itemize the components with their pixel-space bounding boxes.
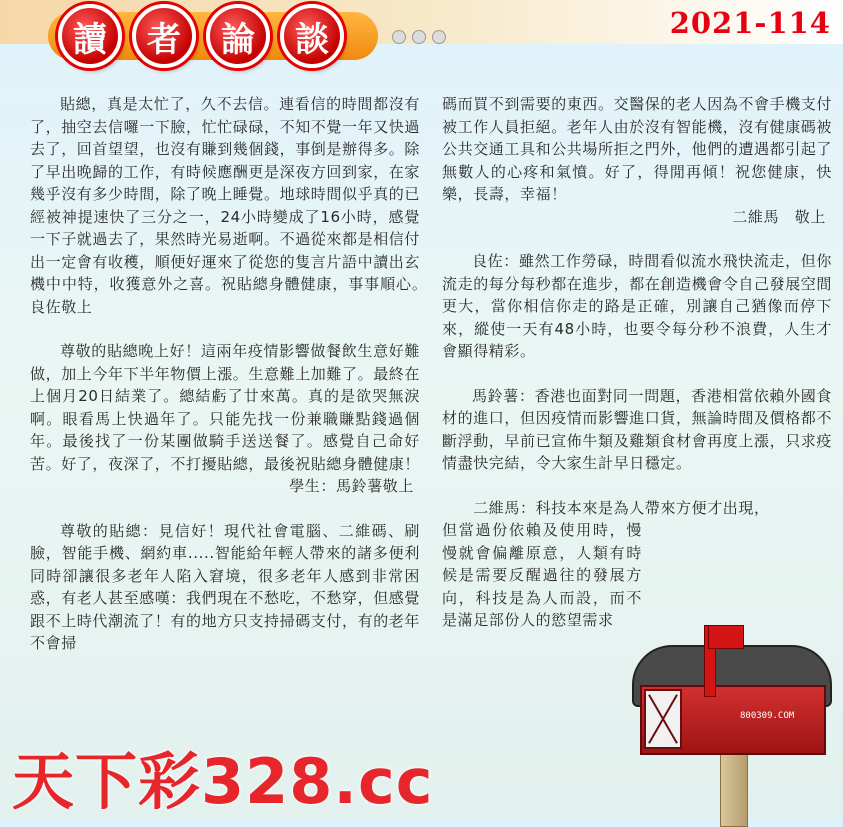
letter-paragraph: 碼而買不到需要的東西。交醫保的老人因為不會手機支付被工作人員拒絕。老年人由於沒有智能機，沒有健康碼被公共交通工具和公共場所拒之門外，他們的遭遇都引起了無數人的心疼和氣憤。好了，得閒再傾！祝您健康，快樂，長壽，幸福！: [442, 95, 833, 203]
dot-icon: [432, 30, 446, 44]
letter-paragraph: 尊敬的貼總晚上好！這兩年疫情影響做餐飲生意好難做，加上今年下半年物價上漲。生意難上加難了。最終在上個月20日結業了。總結虧了廿來萬。真的是欲哭無淚啊。眼看馬上快過年了。只能先找一份兼職賺點錢過個年。最後找了一份某團做騎手送送餐了。感覺自己命好苦。好了，夜深了，不打擾貼總，最後祝貼總身體健康！: [30, 342, 421, 473]
decorative-dots: [392, 30, 446, 44]
dot-icon: [412, 30, 426, 44]
letter-paragraph: 尊敬的貼總：見信好！現代社會電腦、二維碼、刷臉，智能手機、網約車.....智能給年輕人帶來的諸多便利同時卻讓很多老年人陷入窘境，很多老年人感到非常困惑，有老人甚至感嘆：我們現在不愁吃，不愁穿，但感覺跟不上時代潮流了！有的地方只支持掃碼支付，有的老年不會掃: [30, 521, 421, 652]
title-char-2: 者: [132, 4, 196, 68]
letter-signature: 學生：馬鈴薯敬上: [289, 477, 414, 495]
reply-paragraph: 但當過份依賴及使用時，慢慢就會偏離原意，人類有時候是需要反醒過往的發展方向，科技是為人而設，而不是滿足部份人的慾望需求: [442, 521, 642, 629]
title-char-4: 談: [280, 4, 344, 68]
page-title: [58, 4, 344, 68]
letter-signature: 二維馬 敬上: [732, 207, 826, 226]
title-char-1: 讀: [58, 4, 122, 68]
watermark: 天下彩328.cc: [12, 745, 434, 818]
title-char-3: 論: [206, 4, 270, 68]
reply-paragraph-lead: 二維馬：科技本來是為人帶來方便才出現，: [442, 498, 770, 517]
mailbox-illustration: [628, 625, 838, 817]
reply-paragraph: 良佐：雖然工作勞碌，時間看似流水飛快流走，但你流走的每分每秒都在進步，都在創造機會令自己發展空間更大，當你相信你走的路是正確，別讓自己猶像而停下來，縱使一天有48小時，也要令每分秒不浪費，人生才會顯得精彩。: [442, 252, 833, 360]
right-column: [442, 93, 832, 632]
dot-icon: [392, 30, 406, 44]
letter-paragraph: 貼總，真是太忙了，久不去信。連看信的時間都沒有了，抽空去信囉一下臉，忙忙碌碌，不知不覺一年又快過去了，回首望望，也沒有賺到幾個錢，事倒是辦得多。除了早出晚歸的工作，有時候應酬更是深夜方回到家，在家幾乎沒有多少時間，除了晚上睡覺。地球時間似乎真的已經被神提速快了三分之一，24小時變成了16小時，感覺一下子就過去了，果然時光易逝啊。不過從來都是相信付出一定會有收穫，順便好運來了從您的隻言片語中讀出玄機中中特，收獲意外之喜。祝貼總身體健康，事事順心。 良佐敬上: [30, 95, 436, 316]
mailbox-label: 800309.COM: [740, 711, 795, 721]
reply-paragraph: 馬鈴薯：香港也面對同一問題，香港相當依賴外國食材的進口，但因疫情而影響進口貨，無論時間及價格都不斷浮動，早前已宣佈牛類及雞類食材會再度上漲，只求疫情盡快完結，令大家生計早日穩定。: [442, 386, 833, 472]
issue-number: 2021-114: [669, 6, 831, 40]
left-column: [30, 93, 436, 655]
